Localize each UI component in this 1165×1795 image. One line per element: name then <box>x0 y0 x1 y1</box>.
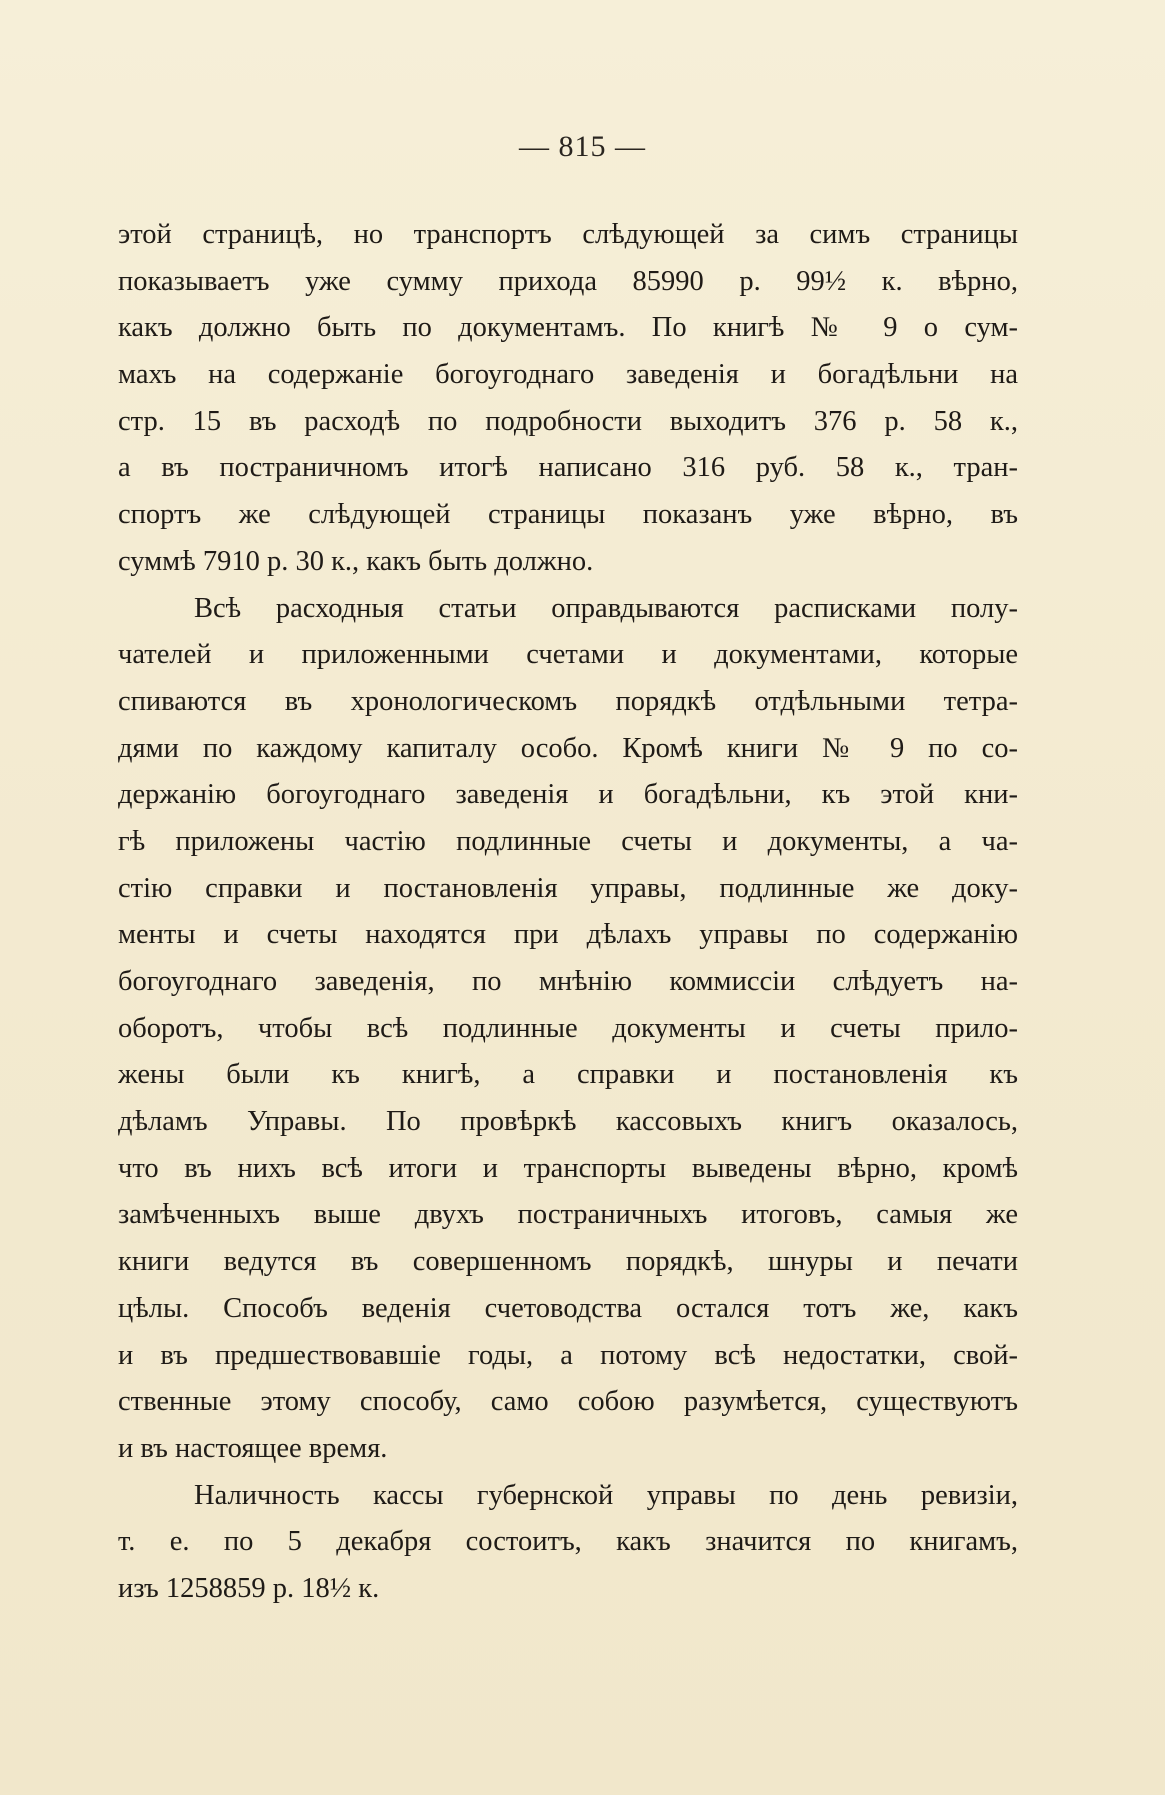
text-line: махъ на содержаніе богоугоднаго заведенія и богадѣльни на <box>118 359 1018 391</box>
text-line: спиваются въ хронологическомъ порядкѣ отдѣльными тетра- <box>118 685 1018 717</box>
text-line: держанію богоугоднаго заведенія и богадѣльни, къ этой кни- <box>118 779 1018 811</box>
text-line: гѣ приложены частію подлинные счеты и документы, а ча- <box>118 825 1018 857</box>
text-line: изъ 1258859 р. 18½ к. <box>118 1572 380 1604</box>
text-line: замѣченныхъ выше двухъ постраничныхъ итоговъ, самыя же <box>118 1199 1018 1231</box>
paragraph <box>118 212 1018 586</box>
text-line: показываетъ уже сумму прихода 85990 р. 99½ к. вѣрно, <box>118 265 1018 297</box>
text-line: этой страницѣ, но транспортъ слѣдующей за симъ страницы <box>118 219 1018 250</box>
text-line: чателей и приложенными счетами и документами, которые <box>118 639 1018 671</box>
text-line: менты и счеты находятся при дѣлахъ управы по содержанію <box>118 919 1018 951</box>
paragraph <box>118 1473 1018 1613</box>
text-line: стр. 15 въ расходѣ по подробности выходитъ 376 р. 58 к., <box>118 405 1018 437</box>
text-line: книги ведутся въ совершенномъ порядкѣ, шнуры и печати <box>118 1246 1018 1278</box>
text-line: оборотъ, чтобы всѣ подлинные документы и счеты прило- <box>118 1012 1018 1044</box>
text-line: ственные этому способу, само собою разумѣется, существуютъ <box>118 1386 1018 1418</box>
text-line: и въ предшествовавшіе годы, а потому всѣ недостатки, свой- <box>118 1339 1018 1371</box>
paragraph <box>118 586 1018 1473</box>
text-line: жены были къ книгѣ, а справки и постановленія къ <box>118 1059 1018 1091</box>
text-line: дѣламъ Управы. По провѣркѣ кассовыхъ книгъ оказалось, <box>118 1106 1018 1138</box>
text-line: Наличность кассы губернской управы по день ревизіи, <box>194 1479 1018 1511</box>
text-line: и въ настоящее время. <box>118 1432 388 1464</box>
text-line: стію справки и постановленія управы, подлинные же доку- <box>118 872 1018 904</box>
text-line: суммѣ 7910 р. 30 к., какъ быть должно. <box>118 545 594 577</box>
text-body <box>118 212 1018 1613</box>
text-line: какъ должно быть по документамъ. По книгѣ № 9 о сум- <box>118 312 1018 344</box>
text-line: дями по каждому капиталу особо. Кромѣ книги № 9 по со- <box>118 732 1018 764</box>
page-number: — 815 — <box>519 130 646 163</box>
text-line: что въ нихъ всѣ итоги и транспорты выведены вѣрно, кромѣ <box>118 1152 1018 1184</box>
text-line: цѣлы. Способъ веденія счетоводства остался тотъ же, какъ <box>118 1292 1018 1324</box>
text-line: т. е. по 5 декабря состоитъ, какъ значится по книгамъ, <box>118 1526 1018 1558</box>
text-line: а въ постраничномъ итогѣ написано 316 руб. 58 к., тран- <box>118 452 1018 484</box>
text-line: богоугоднаго заведенія, по мнѣнію коммиссіи слѣдуетъ на- <box>118 966 1018 997</box>
text-line: Всѣ расходныя статьи оправдываются расписками полу- <box>194 592 1018 624</box>
text-line: спортъ же слѣдующей страницы показанъ уже вѣрно, въ <box>118 499 1018 531</box>
